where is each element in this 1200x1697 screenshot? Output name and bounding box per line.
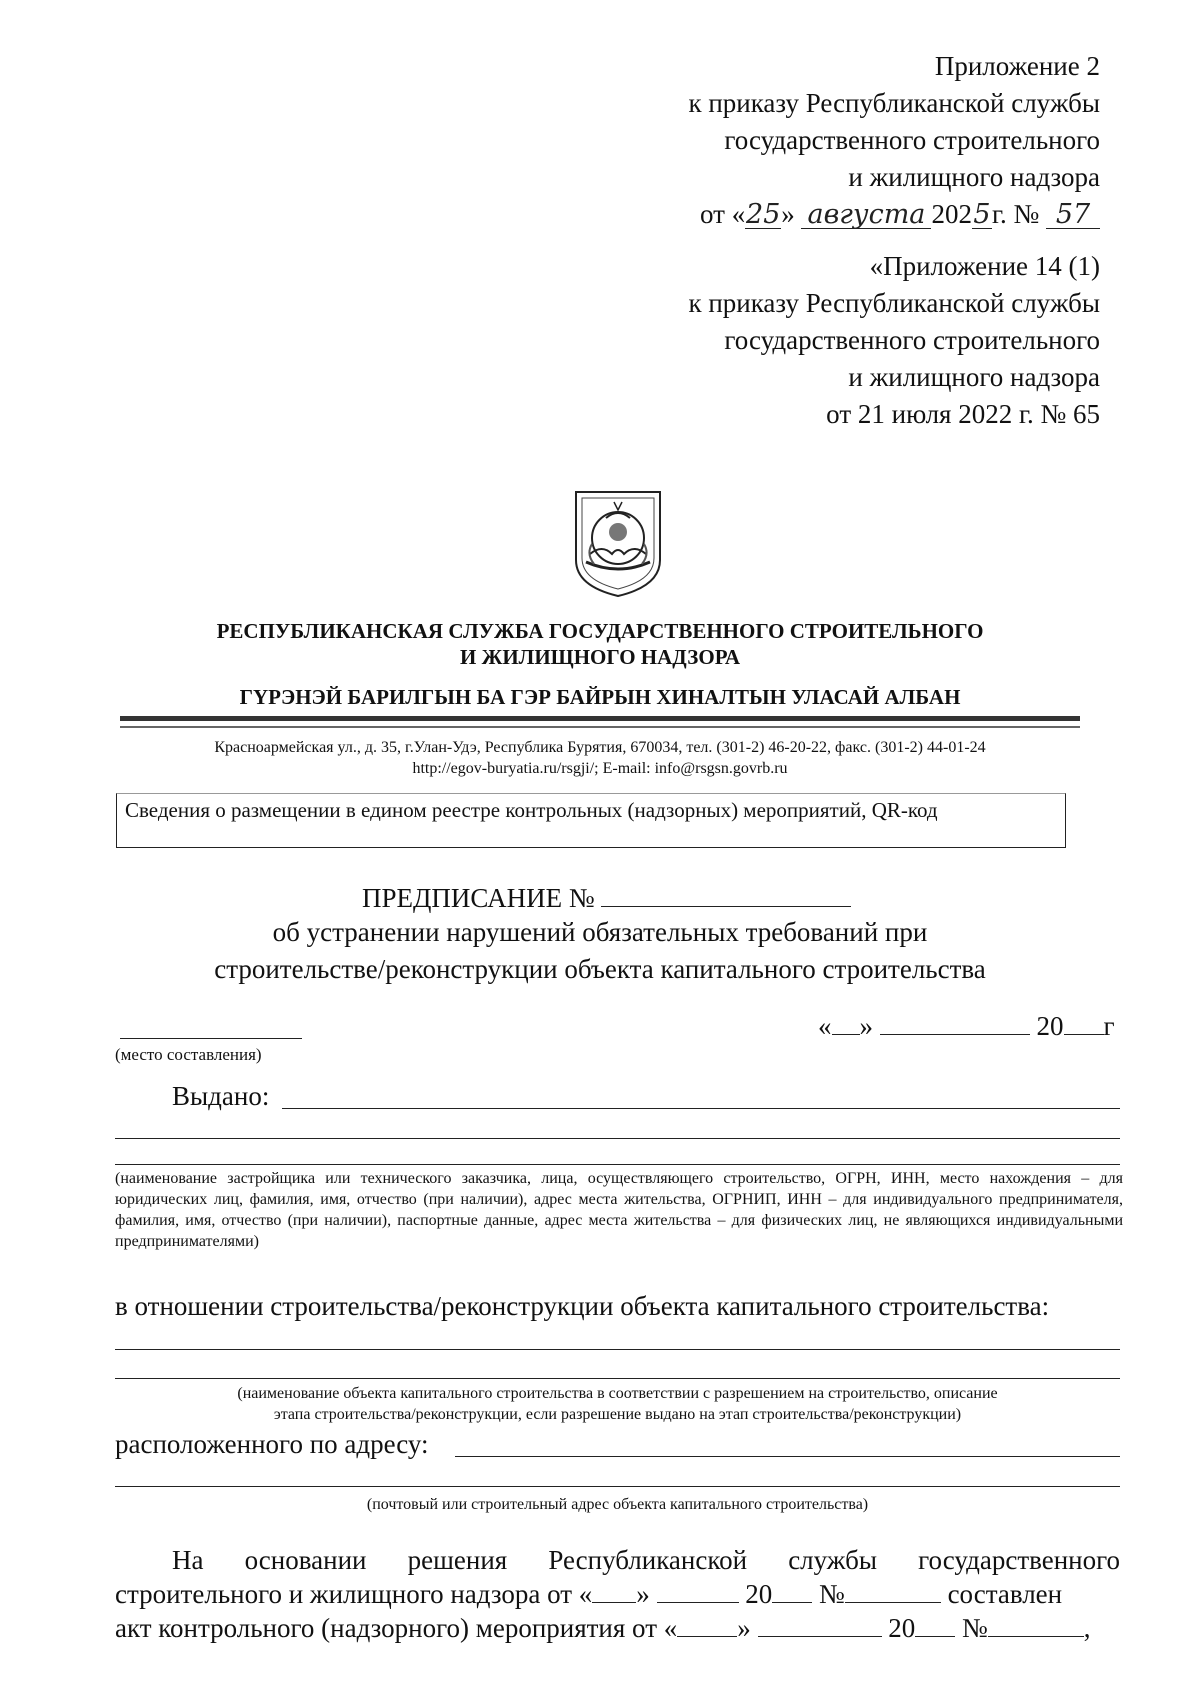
title-number-blank [601, 882, 851, 907]
org-header [150, 618, 1050, 710]
address-label: расположенного по адресу: [115, 1429, 429, 1459]
subtitle-line1: об устранении нарушений обязательных требований при [272, 917, 928, 947]
appendix-top-line1: к приказу Республиканской службы [688, 88, 1100, 118]
appendix-ref-line4: от 21 июля 2022 г. № 65 [826, 399, 1100, 429]
appendix-ref [688, 248, 1100, 433]
appendix-ref-line1: к приказу Республиканской службы [688, 288, 1100, 318]
appendix-ref-title: «Приложение 14 (1) [869, 251, 1100, 281]
basis-line2: строительного и жилищного надзора от « » 20 № составлен [115, 1579, 1063, 1609]
issued-label: Выдано: [172, 1081, 270, 1111]
org-web: http://egov-buryatia.ru/rsgji/; E-mail: info@rsgsn.govrb.ru [412, 760, 788, 777]
document-title: ПРЕДПИСАНИЕ № [362, 880, 851, 917]
place-caption: (место составления) [115, 1045, 262, 1064]
object-label: в отношении строительства/реконструкции объекта капитального строительства: [115, 1291, 1050, 1321]
coat-of-arms-emblem [572, 488, 664, 598]
appendix-top-line2: государственного строительного [724, 125, 1100, 155]
appendix-top-date-line: от «25» августа 2025г. № 57 [688, 196, 1100, 233]
registry-box [116, 793, 1066, 848]
address-caption: (почтовый или строительный адрес объекта капитального строительства) [366, 1496, 869, 1513]
handwritten-month: августа [801, 202, 931, 229]
header-rule-thick [120, 716, 1080, 721]
subtitle-line2: строительстве/реконструкции объекта капитального строительства [214, 954, 986, 984]
appendix-top-title: Приложение 2 [934, 51, 1100, 81]
address-field-line2[interactable] [115, 1486, 1120, 1487]
basis-line1: На основании решения Республиканской службы государственного [172, 1545, 1120, 1575]
object-field-line2[interactable] [115, 1378, 1120, 1379]
issued-field-line2[interactable] [115, 1138, 1120, 1139]
place-blank [120, 1038, 302, 1039]
appendix-ref-line2: государственного строительного [724, 325, 1100, 355]
appendix-top-line3: и жилищного надзора [848, 162, 1100, 192]
document-date: « » 20 г [818, 1011, 1115, 1041]
issued-field-line3[interactable] [115, 1164, 1120, 1165]
object-caption: (наименование объекта капитального строительства в соответствии с разрешением на строительство, описание этапа строительства/реконструкции, если разрешение выдано на этап строительства/реконструкции) [237, 1385, 998, 1423]
org-address: Красноармейская ул., д. 35, г.Улан-Удэ, Республика Бурятия, 670034, тел. (301-2) 46-20-22, факс. (301-2) 44-01-24 [214, 739, 986, 756]
registry-box-text: Сведения о размещении в едином реестре контрольных (надзорных) мероприятий, QR-код [125, 798, 938, 822]
org-name-buryat: ГҮРЭНЭЙ БАРИЛГЫН БА ГЭР БАЙРЫН ХИНАЛТЫН УЛАСАЙ АЛБАН [239, 685, 961, 709]
basis-line3: акт контрольного (надзорного) мероприятия от « » 20 № , [115, 1613, 1091, 1643]
appendix-top [688, 48, 1100, 233]
object-field-line1[interactable] [115, 1349, 1120, 1350]
org-name-line2: И ЖИЛИЩНОГО НАДЗОРА [459, 645, 740, 669]
issued-field-line1[interactable] [282, 1108, 1120, 1109]
handwritten-year-digit: 5 [973, 199, 991, 230]
appendix-ref-line3: и жилищного надзора [848, 362, 1100, 392]
org-contacts [120, 737, 1080, 779]
address-field-line1[interactable] [455, 1456, 1120, 1457]
handwritten-day: 25 [746, 199, 781, 230]
document-subtitle [100, 914, 1100, 988]
handwritten-number: 57 [1046, 202, 1100, 229]
org-name-line1: РЕСПУБЛИКАНСКАЯ СЛУЖБА ГОСУДАРСТВЕННОГО СТРОИТЕЛЬНОГО [216, 619, 984, 643]
header-rule-thin [120, 726, 1080, 728]
issued-caption: (наименование застройщика или технического заказчика, лица, осуществляющего строительство, ОГРН, ИНН, место нахождения – для юридических лиц, фамилия, имя, отчество (при наличии), адрес места жительства, ОГРНИП, ИНН – для индивидуального предпринимателя, фамилия, имя, отчество (при наличии), паспортные данные, адрес места жительства – для физических лиц, не являющихся индивидуальными предпринимателями) [115, 1170, 1123, 1250]
